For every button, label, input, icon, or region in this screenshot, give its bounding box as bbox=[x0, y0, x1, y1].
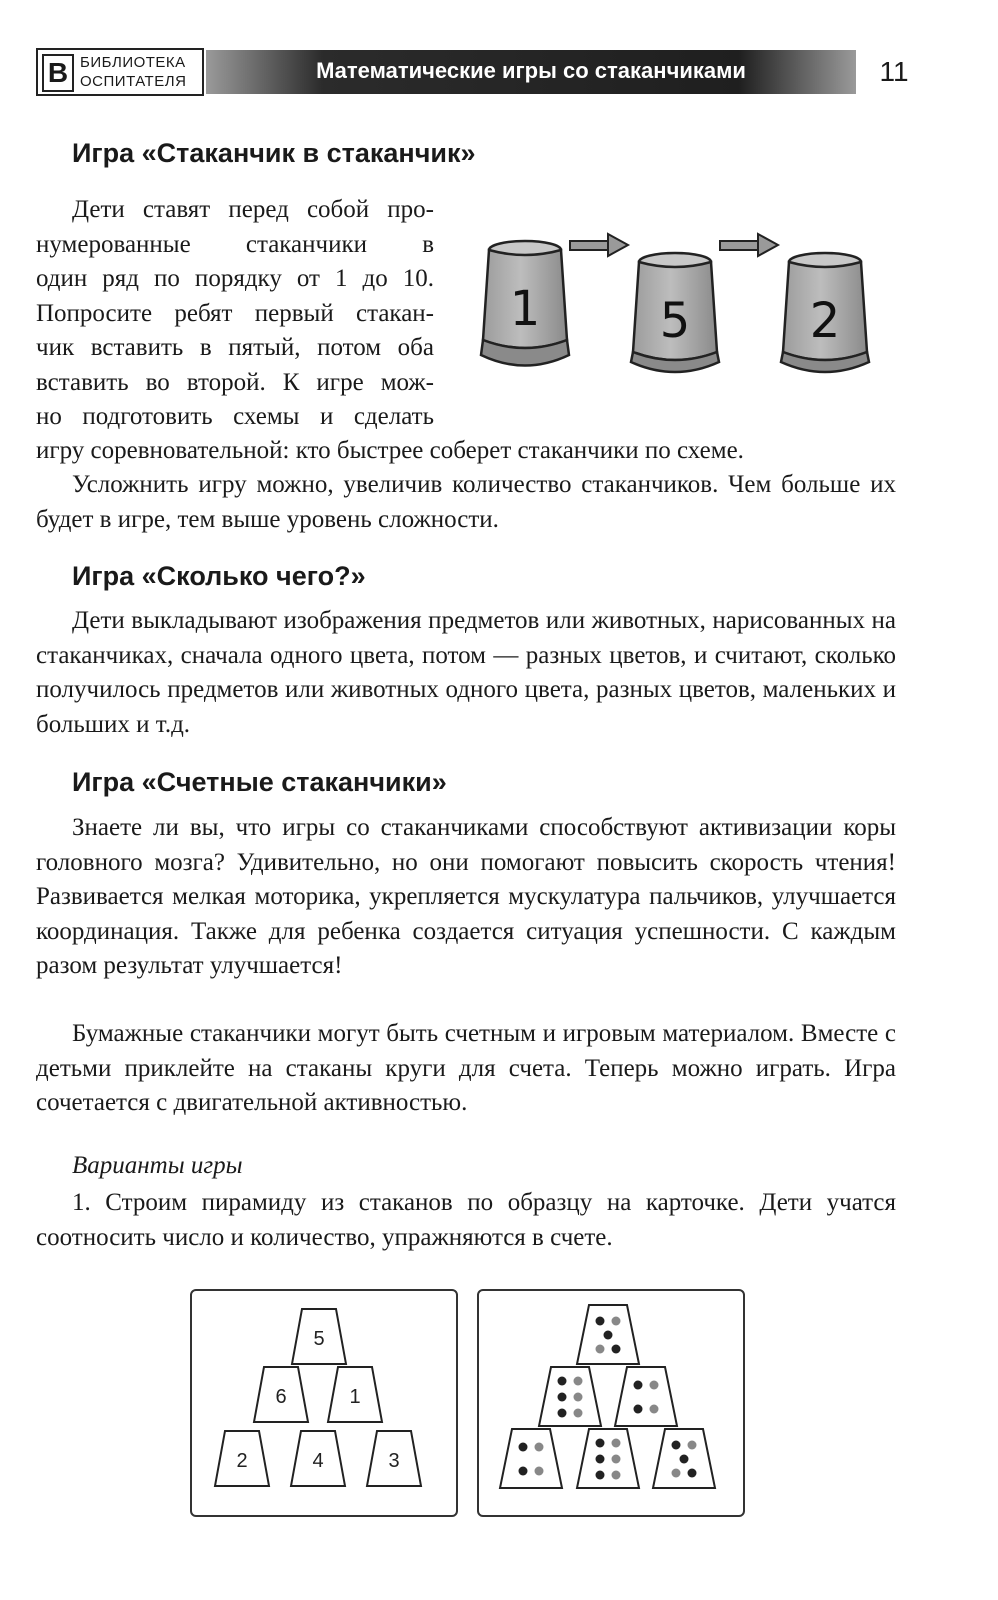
count-dot bbox=[535, 1443, 544, 1452]
game1-paragraph bbox=[36, 193, 434, 435]
count-dot bbox=[680, 1455, 689, 1464]
count-dot bbox=[672, 1469, 681, 1478]
game1-line-4: Попросите ребят первый стакан- bbox=[36, 299, 434, 327]
count-dot bbox=[558, 1409, 567, 1418]
variants-title: Варианты игры bbox=[72, 1152, 243, 1179]
cup-2 bbox=[781, 253, 869, 372]
count-dot bbox=[612, 1471, 621, 1480]
count-dot bbox=[596, 1471, 605, 1480]
count-dot bbox=[574, 1377, 583, 1386]
game1-paragraph-last-line bbox=[36, 434, 896, 469]
count-dot bbox=[634, 1381, 643, 1390]
pyramid-number: 4 bbox=[312, 1450, 324, 1472]
count-dot bbox=[535, 1467, 544, 1476]
game1-line-7: но подготовить схемы и сделать bbox=[36, 403, 434, 430]
pyramid-number: 2 bbox=[236, 1450, 248, 1472]
header-bar bbox=[206, 50, 856, 94]
count-dot bbox=[596, 1455, 605, 1464]
header-title: Математические игры со стаканчиками bbox=[316, 58, 746, 83]
count-dot bbox=[650, 1381, 659, 1390]
pyramid-number: 3 bbox=[388, 1450, 400, 1472]
game2-title: Игра «Сколько чего?» bbox=[72, 561, 366, 591]
game1-line-6: вставить во второй. К игре мож- bbox=[36, 368, 434, 396]
cup-1 bbox=[481, 241, 569, 366]
cup-number: 5 bbox=[659, 293, 691, 349]
arrow-icon bbox=[570, 234, 628, 256]
game1-title: Игра «Стаканчик в стаканчик» bbox=[72, 138, 476, 168]
game2-paragraph: Дети выкладывают изображения предметов или животных, нарисованных на стаканчиках, сначала одного цвета, потом — разных цветов, и считают, сколько получилось предметов или животных одного цвета, разных цветов, маленьких и больших и т.д. bbox=[36, 607, 896, 738]
pyramid-number: 5 bbox=[313, 1328, 325, 1350]
game1-line-3: один ряд по порядку от 1 до 10. bbox=[36, 265, 434, 292]
count-dot bbox=[650, 1405, 659, 1414]
game1-line-2: нумерованные стаканчики в bbox=[36, 230, 434, 258]
count-dot bbox=[612, 1345, 621, 1354]
game3-paragraph-2: Бумажные стаканчики могут быть счетным и игровым материалом. Вместе с детьми приклейте на стаканы круги для счета. Теперь можно играть. Игра сочетается с двигательной активностью. bbox=[36, 1020, 896, 1116]
count-dot bbox=[612, 1455, 621, 1464]
pyramid-dots-svg bbox=[479, 1291, 743, 1515]
cup-5 bbox=[631, 253, 719, 372]
count-dot bbox=[558, 1377, 567, 1386]
pyramid-cup bbox=[539, 1367, 601, 1426]
count-dot bbox=[519, 1443, 528, 1452]
pyramid-numbers-svg bbox=[192, 1291, 456, 1515]
count-dot bbox=[612, 1439, 621, 1448]
pyramid-cup bbox=[577, 1429, 639, 1488]
logo-line-2: ОСПИТАТЕЛЯ bbox=[80, 73, 187, 90]
count-dot bbox=[558, 1393, 567, 1402]
count-dot bbox=[519, 1467, 528, 1476]
count-dot bbox=[612, 1317, 621, 1326]
pyramid-card-dots bbox=[477, 1289, 745, 1517]
count-dot bbox=[596, 1345, 605, 1354]
variant-1: 1. Строим пирамиду из стаканов по образцу на карточке. Дети учатся соотносить число и количество, упражняются в счете. bbox=[36, 1189, 896, 1251]
pyramid-number: 6 bbox=[275, 1386, 287, 1408]
page-number: 11 bbox=[879, 56, 909, 87]
logo-line-1: БИБЛИОТЕКА bbox=[80, 54, 186, 71]
game3-paragraph-1: Знаете ли вы, что игры со стаканчиками способствуют активизации коры головного мозга? Удивительно, но они помогают повысить скорость чтения! Развивается мелкая моторика, укрепляется мускулатура пальчиков, улучшается координация. Также для ребенка создается ситуация успешности. С каждым разом результат улучшается! bbox=[36, 814, 896, 979]
game1-line-5: чик вставить в пятый, потом оба bbox=[36, 334, 434, 361]
count-dot bbox=[604, 1331, 613, 1340]
game3-title: Игра «Счетные стаканчики» bbox=[72, 767, 447, 797]
cup-number: 2 bbox=[809, 293, 841, 349]
pyramid-number: 1 bbox=[349, 1386, 361, 1408]
count-dot bbox=[688, 1469, 697, 1478]
series-logo bbox=[36, 48, 204, 96]
count-dot bbox=[596, 1439, 605, 1448]
count-dot bbox=[596, 1317, 605, 1326]
game1-line-8: игру соревновательной: кто быстрее соберет стаканчики по схеме. bbox=[36, 437, 744, 464]
game1-paragraph-2: Усложнить игру можно, увеличив количество стаканчиков. Чем больше их будет в игре, тем выше уровень сложности. bbox=[36, 471, 896, 533]
logo-letter: В bbox=[42, 54, 74, 92]
count-dot bbox=[634, 1405, 643, 1414]
pyramid-cup bbox=[615, 1367, 677, 1426]
count-dot bbox=[672, 1441, 681, 1450]
count-dot bbox=[574, 1409, 583, 1418]
cup-number: 1 bbox=[509, 281, 541, 337]
game1-line-1: Дети ставят перед собой про- bbox=[72, 196, 434, 223]
running-header bbox=[36, 48, 924, 98]
cups-illustration bbox=[475, 230, 875, 380]
arrow-icon bbox=[720, 234, 778, 256]
count-dot bbox=[688, 1441, 697, 1450]
count-dot bbox=[574, 1393, 583, 1402]
pyramid-cup bbox=[500, 1429, 562, 1488]
pyramid-card-numbers bbox=[190, 1289, 458, 1517]
